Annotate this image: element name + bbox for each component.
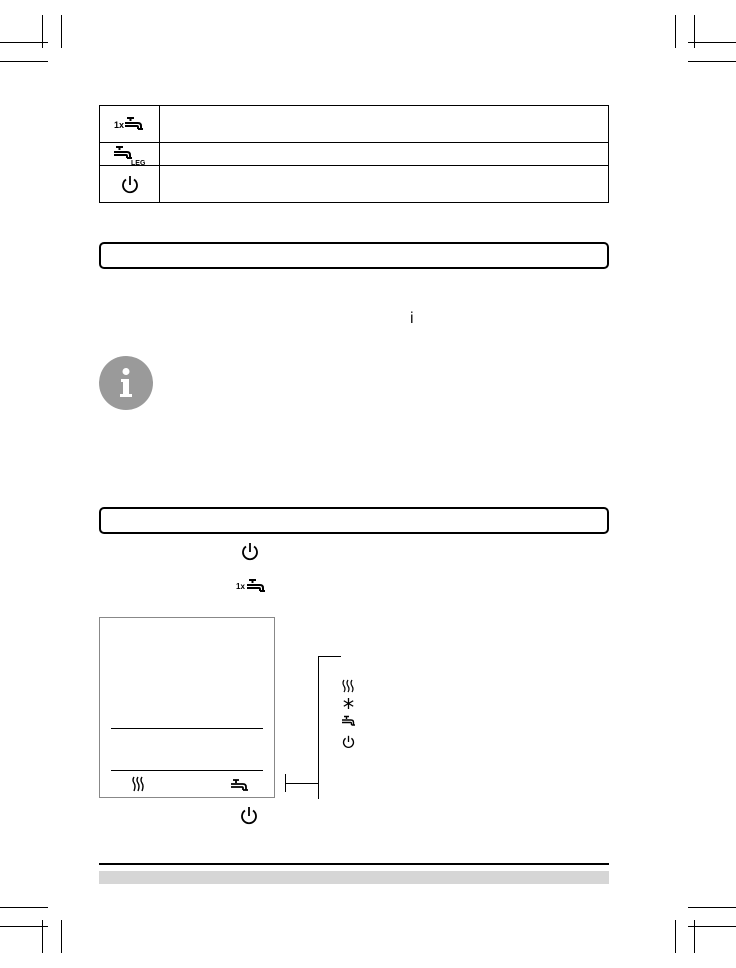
footer-rule [99, 863, 609, 865]
crop-mark [42, 15, 43, 48]
power-icon [121, 175, 139, 195]
heating-waves-icon [342, 679, 354, 693]
crop-mark [675, 15, 676, 48]
crop-mark [688, 907, 736, 908]
crop-mark [0, 926, 48, 927]
crop-mark [694, 15, 695, 48]
section-header-bar [99, 507, 609, 534]
crop-mark [42, 920, 43, 953]
crop-mark [0, 907, 48, 908]
info-inline-glyph: i [410, 310, 414, 327]
crop-mark [675, 920, 676, 953]
tap-1x-icon [114, 115, 144, 133]
connector-line [285, 783, 318, 784]
table-row-divider [100, 165, 608, 166]
tap-1x-prefix: 1x [236, 582, 245, 591]
table-row-divider [100, 142, 608, 143]
display-panel [99, 617, 275, 798]
legionella-suffix: LEG [131, 160, 146, 166]
tap-1x-prefix: 1x [114, 120, 125, 130]
power-icon [241, 542, 259, 562]
tap-icon [342, 715, 356, 726]
crop-mark [0, 42, 48, 43]
function-table [99, 105, 609, 203]
crop-mark [688, 61, 736, 62]
crop-mark [694, 920, 695, 953]
info-badge-icon [99, 356, 153, 410]
power-icon [342, 735, 355, 749]
power-icon [240, 806, 258, 826]
crop-mark [688, 42, 736, 43]
table-column-divider [159, 106, 160, 202]
crop-mark [0, 61, 48, 62]
crop-mark [61, 920, 62, 953]
frost-asterisk-icon [342, 697, 355, 710]
panel-divider [111, 770, 263, 771]
tap-legionella-icon [114, 144, 148, 166]
crop-mark [688, 926, 736, 927]
heating-waves-icon [131, 776, 145, 792]
connector-line [318, 656, 319, 799]
crop-mark [61, 15, 62, 48]
tap-icon [231, 778, 249, 792]
section-header-bar [99, 242, 609, 269]
tap-1x-icon [236, 577, 270, 595]
panel-divider [111, 728, 263, 729]
footer-band [99, 871, 609, 884]
connector-line [318, 656, 341, 657]
